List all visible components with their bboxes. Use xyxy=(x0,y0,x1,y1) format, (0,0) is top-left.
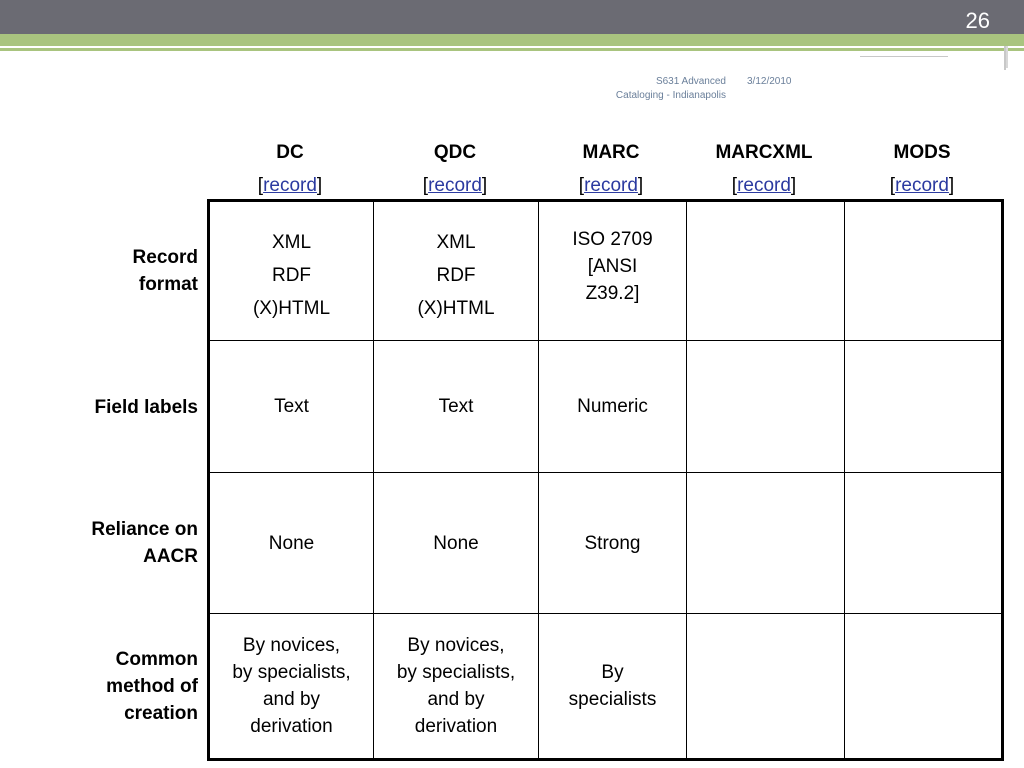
column-header-marcxml xyxy=(686,136,842,202)
decorative-line-vertical-2 xyxy=(1006,46,1008,68)
column-record-ref: [record] xyxy=(889,175,955,196)
column-name: MARC xyxy=(582,142,640,163)
column-record-ref: [record] xyxy=(257,175,323,196)
table-cell xyxy=(687,201,845,341)
column-record-ref: [record] xyxy=(578,175,644,196)
table-cell xyxy=(845,613,1003,759)
column-header-dc xyxy=(210,136,370,202)
column-header-marc xyxy=(538,136,684,202)
column-header-qdc xyxy=(374,136,536,202)
row-header-creation-method: Common method of creation xyxy=(106,648,198,724)
table-row xyxy=(209,341,1003,473)
table-cell: Numeric xyxy=(539,341,687,473)
title-bar xyxy=(0,0,1024,34)
footer-course xyxy=(601,75,726,103)
table-cell: None xyxy=(209,473,374,613)
slide-number: 26 xyxy=(965,8,990,33)
table-cell xyxy=(687,341,845,473)
footer-course-line2: Cataloging - Indianapolis xyxy=(615,90,726,101)
table-row xyxy=(209,473,1003,613)
decorative-line-horizontal xyxy=(860,56,948,57)
accent-line xyxy=(0,48,1024,51)
column-name: MODS xyxy=(893,142,951,163)
column-record-ref: [record] xyxy=(731,175,797,196)
record-link[interactable]: record xyxy=(584,175,638,196)
table-cell xyxy=(845,341,1003,473)
record-link[interactable]: record xyxy=(895,175,949,196)
table-cell: By specialists xyxy=(539,613,687,759)
row-header-record-format: Record format xyxy=(132,247,198,295)
table-cell: Strong xyxy=(539,473,687,613)
table-row xyxy=(209,201,1003,341)
column-name: DC xyxy=(276,142,304,163)
column-header-mods xyxy=(844,136,1000,202)
table-cell xyxy=(845,473,1003,613)
table-cell: By novices, by specialists, and by derivation xyxy=(374,613,539,759)
table-cell: None xyxy=(374,473,539,613)
comparison-table xyxy=(207,199,1004,761)
record-link[interactable]: record xyxy=(263,175,317,196)
footer-date: 3/12/2010 xyxy=(747,76,792,87)
row-header-field-labels: Field labels xyxy=(94,396,198,418)
table-cell xyxy=(687,613,845,759)
footer-course-line1: S631 Advanced xyxy=(655,76,726,87)
table-cell: ISO 2709 [ANSI Z39.2] xyxy=(539,201,687,341)
column-name: MARCXML xyxy=(715,142,813,163)
table-cell xyxy=(845,201,1003,341)
accent-band xyxy=(0,34,1024,46)
column-record-ref: [record] xyxy=(422,175,488,196)
record-link[interactable]: record xyxy=(737,175,791,196)
table-cell: XML RDF (X)HTML xyxy=(209,201,374,341)
table-cell: Text xyxy=(209,341,374,473)
table-cell: Text xyxy=(374,341,539,473)
row-header-reliance-aacr: Reliance on AACR xyxy=(91,519,198,567)
table-cell xyxy=(687,473,845,613)
table-cell: XML RDF (X)HTML xyxy=(374,201,539,341)
column-name: QDC xyxy=(433,142,477,163)
table-cell: By novices, by specialists, and by derivation xyxy=(209,613,374,759)
table-row xyxy=(209,613,1003,759)
record-link[interactable]: record xyxy=(428,175,482,196)
